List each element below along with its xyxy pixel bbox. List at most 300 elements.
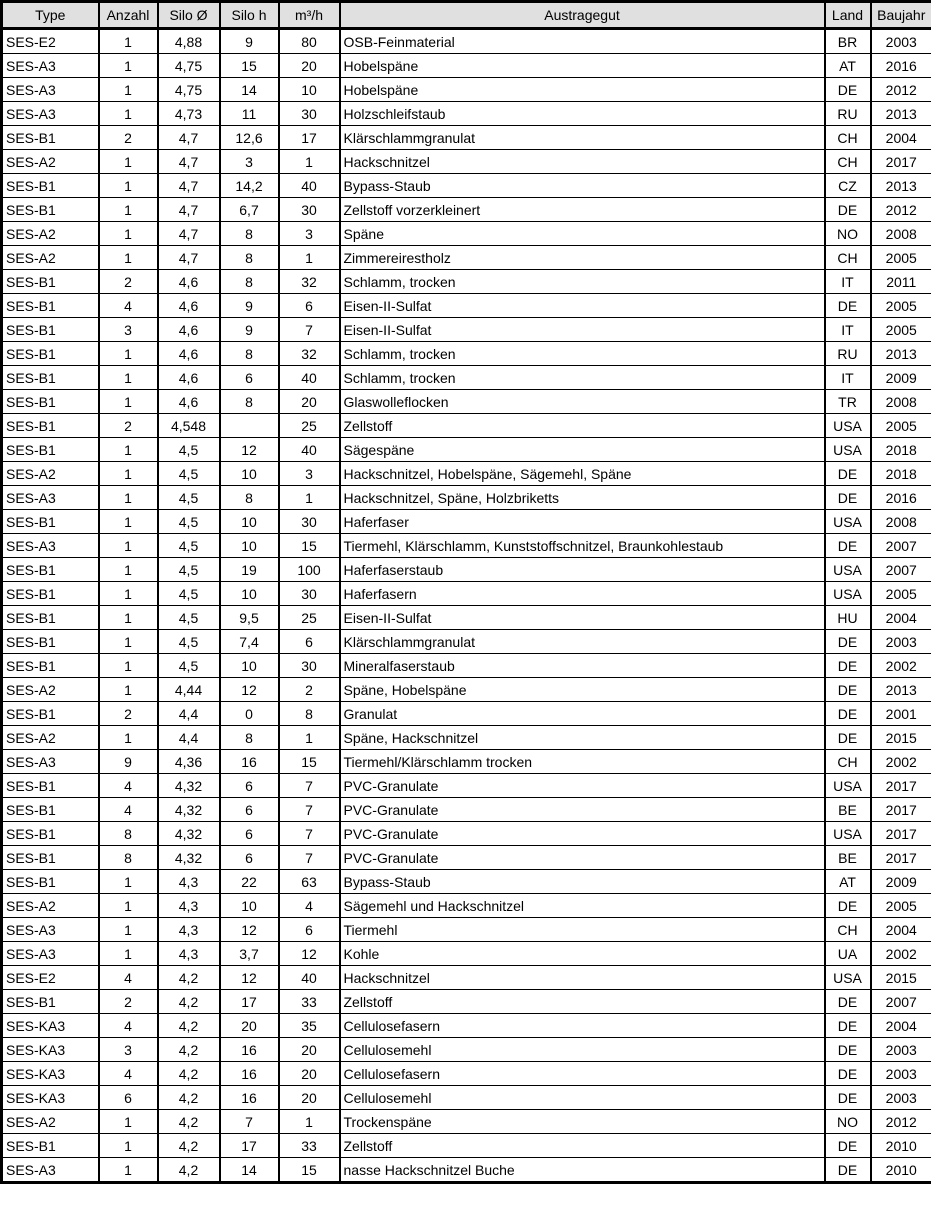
cell-austragegut: Hackschnitzel [340,966,825,990]
cell-austragegut: Hobelspäne [340,78,825,102]
cell-land: DE [825,198,871,222]
cell-m3h: 6 [279,630,340,654]
cell-silo-d: 4,5 [158,606,220,630]
cell-silo-h: 22 [220,870,279,894]
cell-type: SES-B1 [2,414,99,438]
table-row [2,966,931,990]
column-header-anzahl: Anzahl [99,2,158,29]
table-row [2,1158,931,1183]
cell-austragegut: Zellstoff [340,1134,825,1158]
cell-silo-d: 4,6 [158,294,220,318]
cell-austragegut: Eisen-II-Sulfat [340,294,825,318]
cell-anzahl: 1 [99,462,158,486]
cell-silo-d: 4,75 [158,78,220,102]
cell-silo-d: 4,32 [158,822,220,846]
cell-silo-d: 4,2 [158,1134,220,1158]
cell-anzahl: 1 [99,102,158,126]
table-row [2,918,931,942]
cell-anzahl: 4 [99,966,158,990]
cell-m3h: 63 [279,870,340,894]
cell-anzahl: 3 [99,1038,158,1062]
cell-land: CH [825,150,871,174]
cell-m3h: 7 [279,318,340,342]
table-header-row [2,2,931,29]
cell-land: DE [825,1014,871,1038]
cell-silo-d: 4,2 [158,966,220,990]
table-row [2,582,931,606]
cell-m3h: 7 [279,822,340,846]
cell-land: IT [825,366,871,390]
cell-silo-h: 14 [220,78,279,102]
cell-anzahl: 1 [99,1158,158,1183]
cell-land: DE [825,678,871,702]
cell-baujahr: 2004 [871,126,931,150]
cell-land: RU [825,102,871,126]
cell-baujahr: 2008 [871,222,931,246]
cell-austragegut: Schlamm, trocken [340,270,825,294]
cell-silo-d: 4,44 [158,678,220,702]
table-row [2,78,931,102]
cell-silo-d: 4,3 [158,870,220,894]
cell-baujahr: 2005 [871,294,931,318]
cell-silo-h: 9,5 [220,606,279,630]
cell-type: SES-KA3 [2,1038,99,1062]
cell-baujahr: 2005 [871,318,931,342]
cell-austragegut: Klärschlammgranulat [340,126,825,150]
cell-silo-d: 4,5 [158,654,220,678]
table-row [2,1110,931,1134]
cell-m3h: 30 [279,198,340,222]
cell-silo-h: 7 [220,1110,279,1134]
cell-baujahr: 2013 [871,174,931,198]
cell-anzahl: 1 [99,942,158,966]
cell-silo-h: 15 [220,54,279,78]
table-row [2,342,931,366]
column-header-baujahr: Baujahr [871,2,931,29]
cell-austragegut: Klärschlammgranulat [340,630,825,654]
cell-silo-h: 12,6 [220,126,279,150]
cell-anzahl: 6 [99,1086,158,1110]
table-row [2,54,931,78]
cell-type: SES-B1 [2,1134,99,1158]
cell-m3h: 12 [279,942,340,966]
table-row [2,246,931,270]
cell-land: USA [825,558,871,582]
cell-baujahr: 2005 [871,414,931,438]
cell-anzahl: 1 [99,78,158,102]
cell-land: DE [825,294,871,318]
cell-m3h: 33 [279,990,340,1014]
table-row [2,510,931,534]
cell-land: HU [825,606,871,630]
cell-austragegut: Zimmereirestholz [340,246,825,270]
cell-silo-h: 16 [220,1086,279,1110]
table-row [2,366,931,390]
cell-land: BR [825,29,871,54]
cell-austragegut: Sägemehl und Hackschnitzel [340,894,825,918]
cell-silo-h: 8 [220,486,279,510]
cell-anzahl: 1 [99,894,158,918]
cell-land: CH [825,126,871,150]
cell-silo-h: 17 [220,1134,279,1158]
table-row [2,318,931,342]
cell-austragegut: Haferfaserstaub [340,558,825,582]
cell-baujahr: 2013 [871,102,931,126]
cell-land: USA [825,822,871,846]
cell-austragegut: Haferfasern [340,582,825,606]
cell-silo-d: 4,3 [158,942,220,966]
cell-land: DE [825,630,871,654]
cell-m3h: 40 [279,438,340,462]
cell-m3h: 3 [279,222,340,246]
cell-austragegut: Späne, Hobelspäne [340,678,825,702]
cell-austragegut: Hackschnitzel [340,150,825,174]
cell-baujahr: 2015 [871,966,931,990]
cell-type: SES-B1 [2,702,99,726]
table-row [2,1014,931,1038]
cell-austragegut: Haferfaser [340,510,825,534]
cell-baujahr: 2010 [871,1158,931,1183]
cell-austragegut: Holzschleifstaub [340,102,825,126]
table-row [2,486,931,510]
cell-type: SES-B1 [2,126,99,150]
cell-anzahl: 1 [99,438,158,462]
cell-land: BE [825,846,871,870]
cell-austragegut: Hobelspäne [340,54,825,78]
cell-silo-h: 3 [220,150,279,174]
cell-silo-h: 8 [220,342,279,366]
cell-silo-d: 4,3 [158,894,220,918]
cell-anzahl: 1 [99,534,158,558]
cell-m3h: 15 [279,534,340,558]
cell-silo-h: 12 [220,438,279,462]
cell-baujahr: 2001 [871,702,931,726]
table-row [2,1086,931,1110]
cell-silo-d: 4,6 [158,366,220,390]
cell-m3h: 15 [279,1158,340,1183]
cell-austragegut: nasse Hackschnitzel Buche [340,1158,825,1183]
cell-austragegut: PVC-Granulate [340,846,825,870]
cell-austragegut: Zellstoff vorzerkleinert [340,198,825,222]
cell-m3h: 20 [279,1086,340,1110]
cell-silo-h: 8 [220,222,279,246]
cell-m3h: 35 [279,1014,340,1038]
cell-austragegut: Eisen-II-Sulfat [340,318,825,342]
cell-land: CH [825,246,871,270]
cell-anzahl: 1 [99,174,158,198]
cell-austragegut: Sägespäne [340,438,825,462]
cell-m3h: 3 [279,462,340,486]
cell-m3h: 6 [279,918,340,942]
cell-silo-d: 4,32 [158,798,220,822]
cell-m3h: 20 [279,1062,340,1086]
cell-land: CH [825,750,871,774]
cell-silo-d: 4,2 [158,1110,220,1134]
cell-baujahr: 2013 [871,342,931,366]
cell-silo-h: 16 [220,1038,279,1062]
cell-land: NO [825,222,871,246]
cell-austragegut: Mineralfaserstaub [340,654,825,678]
cell-type: SES-A3 [2,54,99,78]
table-row [2,846,931,870]
cell-anzahl: 1 [99,366,158,390]
table-header [2,2,931,29]
cell-austragegut: PVC-Granulate [340,798,825,822]
cell-silo-h: 20 [220,1014,279,1038]
table-row [2,270,931,294]
cell-baujahr: 2003 [871,29,931,54]
cell-silo-d: 4,32 [158,846,220,870]
cell-anzahl: 2 [99,414,158,438]
cell-anzahl: 1 [99,150,158,174]
cell-land: DE [825,1038,871,1062]
cell-anzahl: 8 [99,846,158,870]
cell-silo-d: 4,5 [158,582,220,606]
cell-land: DE [825,990,871,1014]
cell-silo-d: 4,5 [158,630,220,654]
cell-land: DE [825,654,871,678]
cell-silo-h: 8 [220,270,279,294]
cell-silo-d: 4,5 [158,558,220,582]
cell-type: SES-A3 [2,942,99,966]
table-row [2,894,931,918]
cell-anzahl: 1 [99,222,158,246]
cell-baujahr: 2009 [871,870,931,894]
cell-silo-d: 4,4 [158,702,220,726]
cell-m3h: 80 [279,29,340,54]
cell-austragegut: Späne, Hackschnitzel [340,726,825,750]
cell-silo-d: 4,7 [158,150,220,174]
cell-baujahr: 2002 [871,654,931,678]
cell-m3h: 15 [279,750,340,774]
cell-austragegut: Kohle [340,942,825,966]
cell-anzahl: 3 [99,318,158,342]
cell-silo-d: 4,7 [158,174,220,198]
cell-anzahl: 1 [99,630,158,654]
cell-baujahr: 2005 [871,582,931,606]
cell-anzahl: 4 [99,294,158,318]
cell-silo-h: 0 [220,702,279,726]
cell-silo-d: 4,2 [158,990,220,1014]
cell-land: USA [825,510,871,534]
cell-baujahr: 2009 [871,366,931,390]
cell-baujahr: 2007 [871,534,931,558]
cell-silo-h: 8 [220,390,279,414]
cell-silo-h: 6 [220,846,279,870]
cell-silo-h [220,414,279,438]
cell-type: SES-B1 [2,990,99,1014]
cell-m3h: 1 [279,246,340,270]
cell-austragegut: Zellstoff [340,414,825,438]
cell-m3h: 30 [279,102,340,126]
cell-m3h: 100 [279,558,340,582]
cell-baujahr: 2003 [871,1038,931,1062]
cell-baujahr: 2011 [871,270,931,294]
cell-silo-d: 4,7 [158,198,220,222]
cell-m3h: 4 [279,894,340,918]
cell-anzahl: 4 [99,774,158,798]
cell-silo-d: 4,548 [158,414,220,438]
cell-type: SES-A3 [2,102,99,126]
cell-silo-h: 10 [220,654,279,678]
table-row [2,414,931,438]
cell-type: SES-A3 [2,1158,99,1183]
cell-m3h: 20 [279,1038,340,1062]
cell-m3h: 8 [279,702,340,726]
cell-baujahr: 2008 [871,390,931,414]
cell-silo-h: 14,2 [220,174,279,198]
cell-silo-h: 6 [220,798,279,822]
cell-silo-d: 4,6 [158,342,220,366]
cell-anzahl: 2 [99,270,158,294]
column-header-austragegut: Austragegut [340,2,825,29]
cell-austragegut: Späne [340,222,825,246]
cell-silo-d: 4,7 [158,126,220,150]
cell-baujahr: 2004 [871,918,931,942]
cell-silo-d: 4,5 [158,486,220,510]
cell-m3h: 30 [279,654,340,678]
cell-silo-h: 8 [220,246,279,270]
cell-type: SES-B1 [2,846,99,870]
cell-type: SES-A3 [2,750,99,774]
cell-land: DE [825,1158,871,1183]
column-header-m3h: m³/h [279,2,340,29]
cell-austragegut: Cellulosefasern [340,1062,825,1086]
table-row [2,678,931,702]
cell-anzahl: 1 [99,558,158,582]
cell-austragegut: Granulat [340,702,825,726]
cell-anzahl: 1 [99,870,158,894]
cell-austragegut: Bypass-Staub [340,174,825,198]
cell-silo-h: 9 [220,294,279,318]
cell-land: AT [825,870,871,894]
cell-anzahl: 2 [99,702,158,726]
cell-type: SES-A2 [2,150,99,174]
cell-austragegut: Trockenspäne [340,1110,825,1134]
cell-type: SES-E2 [2,29,99,54]
cell-baujahr: 2017 [871,150,931,174]
cell-land: AT [825,54,871,78]
cell-type: SES-A3 [2,918,99,942]
cell-anzahl: 1 [99,1110,158,1134]
cell-anzahl: 1 [99,654,158,678]
cell-silo-d: 4,6 [158,390,220,414]
cell-anzahl: 4 [99,1014,158,1038]
table-row [2,702,931,726]
cell-type: SES-A2 [2,894,99,918]
cell-baujahr: 2007 [871,990,931,1014]
cell-austragegut: Hackschnitzel, Späne, Holzbriketts [340,486,825,510]
cell-type: SES-B1 [2,606,99,630]
cell-type: SES-B1 [2,438,99,462]
cell-austragegut: Cellulosemehl [340,1038,825,1062]
column-header-land: Land [825,2,871,29]
cell-land: CH [825,918,871,942]
cell-m3h: 30 [279,510,340,534]
cell-baujahr: 2017 [871,846,931,870]
table-row [2,1134,931,1158]
cell-silo-d: 4,32 [158,774,220,798]
cell-baujahr: 2017 [871,798,931,822]
cell-silo-h: 10 [220,894,279,918]
cell-baujahr: 2017 [871,822,931,846]
table-row [2,150,931,174]
cell-m3h: 20 [279,54,340,78]
cell-austragegut: Tiermehl [340,918,825,942]
cell-type: SES-B1 [2,198,99,222]
cell-silo-h: 11 [220,102,279,126]
cell-anzahl: 1 [99,726,158,750]
cell-silo-h: 12 [220,678,279,702]
table-row [2,438,931,462]
cell-silo-d: 4,36 [158,750,220,774]
cell-baujahr: 2016 [871,54,931,78]
cell-type: SES-B1 [2,630,99,654]
table-row [2,990,931,1014]
cell-silo-d: 4,5 [158,438,220,462]
cell-baujahr: 2013 [871,678,931,702]
cell-m3h: 32 [279,270,340,294]
cell-silo-d: 4,2 [158,1038,220,1062]
table-row [2,294,931,318]
cell-type: SES-B1 [2,870,99,894]
cell-silo-d: 4,6 [158,318,220,342]
cell-m3h: 1 [279,150,340,174]
column-header-silo-h: Silo h [220,2,279,29]
cell-silo-h: 7,4 [220,630,279,654]
cell-silo-d: 4,5 [158,510,220,534]
cell-silo-d: 4,75 [158,54,220,78]
cell-land: DE [825,486,871,510]
cell-baujahr: 2017 [871,774,931,798]
cell-baujahr: 2007 [871,558,931,582]
cell-austragegut: PVC-Granulate [340,822,825,846]
cell-silo-d: 4,2 [158,1086,220,1110]
cell-type: SES-KA3 [2,1062,99,1086]
cell-land: USA [825,966,871,990]
cell-baujahr: 2003 [871,1062,931,1086]
cell-land: IT [825,270,871,294]
cell-m3h: 32 [279,342,340,366]
cell-silo-d: 4,2 [158,1062,220,1086]
cell-baujahr: 2002 [871,750,931,774]
cell-anzahl: 4 [99,798,158,822]
cell-austragegut: PVC-Granulate [340,774,825,798]
cell-silo-h: 9 [220,318,279,342]
cell-silo-d: 4,6 [158,270,220,294]
cell-baujahr: 2012 [871,1110,931,1134]
cell-anzahl: 1 [99,198,158,222]
table-row [2,198,931,222]
cell-m3h: 7 [279,774,340,798]
table-row [2,774,931,798]
cell-land: DE [825,1062,871,1086]
cell-m3h: 1 [279,1110,340,1134]
cell-baujahr: 2002 [871,942,931,966]
cell-anzahl: 9 [99,750,158,774]
cell-land: DE [825,1086,871,1110]
cell-silo-h: 6 [220,774,279,798]
cell-silo-h: 12 [220,918,279,942]
cell-type: SES-A2 [2,246,99,270]
table-row [2,462,931,486]
cell-anzahl: 1 [99,342,158,366]
cell-baujahr: 2004 [871,606,931,630]
cell-anzahl: 8 [99,822,158,846]
cell-silo-h: 10 [220,534,279,558]
column-header-silo-d: Silo Ø [158,2,220,29]
cell-m3h: 7 [279,798,340,822]
